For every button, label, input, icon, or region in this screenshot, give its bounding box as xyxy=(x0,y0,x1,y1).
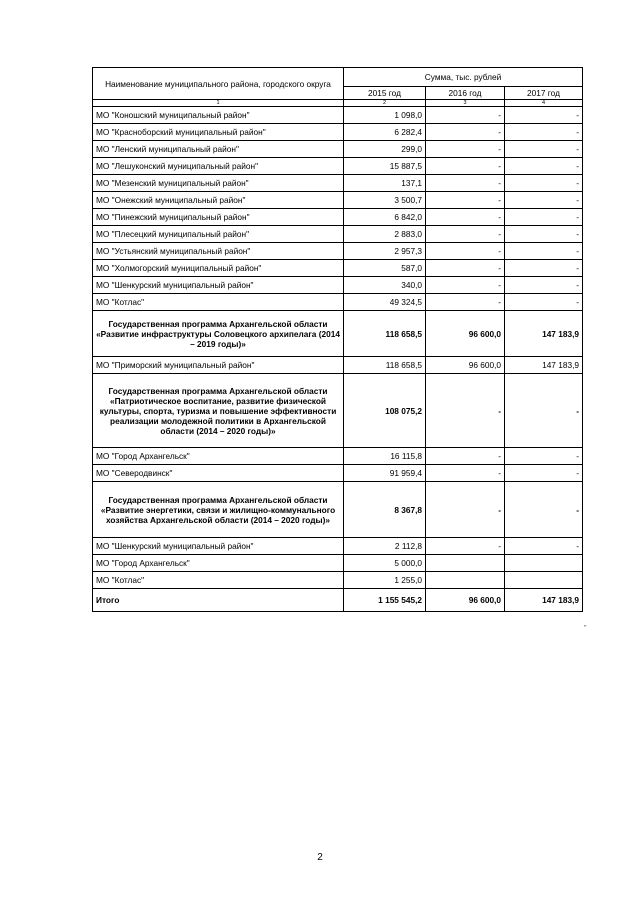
value-2016: - xyxy=(426,374,505,448)
value-2017: - xyxy=(505,448,583,465)
value-2016: 96 600,0 xyxy=(426,357,505,374)
table-row xyxy=(93,175,583,192)
value-2017: - xyxy=(505,209,583,226)
value-2015: 1 098,0 xyxy=(344,107,426,124)
column-index: 4 xyxy=(505,100,583,107)
program-row xyxy=(93,482,583,538)
value-2017: - xyxy=(505,243,583,260)
value-2015: 108 075,2 xyxy=(344,374,426,448)
closing-quote-mark: " xyxy=(584,625,587,632)
header-year-2015: 2015 год xyxy=(344,87,426,100)
value-2015: 2 957,3 xyxy=(344,243,426,260)
value-2015: 118 658,5 xyxy=(344,357,426,374)
district-name: МО "Мезенский муниципальный район" xyxy=(93,175,344,192)
value-2017: - xyxy=(505,260,583,277)
value-2017: - xyxy=(505,374,583,448)
value-2016: - xyxy=(426,175,505,192)
program-row xyxy=(93,311,583,357)
table-row xyxy=(93,243,583,260)
district-name: МО "Город Архангельск" xyxy=(93,555,344,572)
value-2017: - xyxy=(505,175,583,192)
value-2015: 137,1 xyxy=(344,175,426,192)
value-2015: 5 000,0 xyxy=(344,555,426,572)
value-2016: - xyxy=(426,294,505,311)
district-name: МО "Северодвинск" xyxy=(93,465,344,482)
district-name: МО "Устьянский муниципальный район" xyxy=(93,243,344,260)
value-2016: - xyxy=(426,124,505,141)
value-2017: - xyxy=(505,158,583,175)
value-2016 xyxy=(426,555,505,572)
value-2016: - xyxy=(426,538,505,555)
value-2017: - xyxy=(505,124,583,141)
header-row xyxy=(93,68,583,87)
value-2016: - xyxy=(426,209,505,226)
value-2015: 1 255,0 xyxy=(344,572,426,589)
value-2016: - xyxy=(426,107,505,124)
value-2017: - xyxy=(505,141,583,158)
value-2016: - xyxy=(426,226,505,243)
table-row xyxy=(93,465,583,482)
total-2015: 1 155 545,2 xyxy=(344,589,426,612)
district-name: МО "Онежский муниципальный район" xyxy=(93,192,344,209)
value-2016: - xyxy=(426,277,505,294)
value-2015: 6 282,4 xyxy=(344,124,426,141)
table-row xyxy=(93,226,583,243)
value-2016: - xyxy=(426,158,505,175)
table-row xyxy=(93,277,583,294)
district-name: МО "Котлас" xyxy=(93,294,344,311)
table-row xyxy=(93,572,583,589)
district-name: МО "Приморский муниципальный район" xyxy=(93,357,344,374)
column-index: 3 xyxy=(426,100,505,107)
value-2015: 91 959,4 xyxy=(344,465,426,482)
value-2016: - xyxy=(426,192,505,209)
value-2015: 2 883,0 xyxy=(344,226,426,243)
value-2017: 147 183,9 xyxy=(505,311,583,357)
value-2015: 15 887,5 xyxy=(344,158,426,175)
table-row xyxy=(93,448,583,465)
table-row xyxy=(93,209,583,226)
value-2015: 6 842,0 xyxy=(344,209,426,226)
value-2017: - xyxy=(505,192,583,209)
program-row xyxy=(93,374,583,448)
table-row xyxy=(93,124,583,141)
value-2016: 96 600,0 xyxy=(426,311,505,357)
district-name: МО "Пинежский муниципальный район" xyxy=(93,209,344,226)
table-row xyxy=(93,538,583,555)
value-2015: 8 367,8 xyxy=(344,482,426,538)
value-2016: - xyxy=(426,260,505,277)
district-name: МО "Красноборский муниципальный район" xyxy=(93,124,344,141)
page-number: 2 xyxy=(317,852,323,863)
district-name: МО "Лешуконский муниципальный район" xyxy=(93,158,344,175)
value-2017: - xyxy=(505,538,583,555)
value-2017: - xyxy=(505,226,583,243)
value-2016: - xyxy=(426,465,505,482)
total-2017: 147 183,9 xyxy=(505,589,583,612)
district-name: МО "Коношский муниципальный район" xyxy=(93,107,344,124)
table-row xyxy=(93,294,583,311)
header-name-column: Наименование муниципального района, городского округа xyxy=(93,68,344,100)
table-row xyxy=(93,107,583,124)
value-2017: - xyxy=(505,482,583,538)
program-name: Государственная программа Архангельской области «Развитие инфраструктуры Соловецкого архипелага (2014 – 2019 годы)» xyxy=(93,311,344,357)
column-index: 2 xyxy=(344,100,426,107)
table-row xyxy=(93,260,583,277)
value-2015: 299,0 xyxy=(344,141,426,158)
value-2017: - xyxy=(505,294,583,311)
district-name: МО "Город Архангельск" xyxy=(93,448,344,465)
table-row xyxy=(93,192,583,209)
value-2015: 2 112,8 xyxy=(344,538,426,555)
total-row xyxy=(93,589,583,612)
header-year-2016: 2016 год xyxy=(426,87,505,100)
program-name: Государственная программа Архангельской области «Патриотическое воспитание, развитие физической культуры, спорта, туризма и повышение эффективности реализации молодежной политики в Архангельской области (2014 – 2020 годы)» xyxy=(93,374,344,448)
value-2017: - xyxy=(505,465,583,482)
value-2015: 3 500,7 xyxy=(344,192,426,209)
column-index: 1 xyxy=(93,100,344,107)
header-year-2017: 2017 год xyxy=(505,87,583,100)
table-body xyxy=(93,107,583,589)
district-name: МО "Плесецкий муниципальный район" xyxy=(93,226,344,243)
table-row xyxy=(93,141,583,158)
district-name: МО "Шенкурский муниципальный район" xyxy=(93,277,344,294)
district-name: МО "Холмогорский муниципальный район" xyxy=(93,260,344,277)
value-2016: - xyxy=(426,482,505,538)
column-index-row xyxy=(93,100,583,107)
header-sum-column: Сумма, тыс. рублей xyxy=(344,68,583,87)
value-2017 xyxy=(505,572,583,589)
value-2017 xyxy=(505,555,583,572)
total-2016: 96 600,0 xyxy=(426,589,505,612)
value-2015: 118 658,5 xyxy=(344,311,426,357)
value-2015: 340,0 xyxy=(344,277,426,294)
value-2016: - xyxy=(426,448,505,465)
value-2016: - xyxy=(426,243,505,260)
district-name: МО "Котлас" xyxy=(93,572,344,589)
value-2015: 16 115,8 xyxy=(344,448,426,465)
program-name: Государственная программа Архангельской области «Развитие энергетики, связи и жилищно-коммунального хозяйства Архангельской области (2014 – 2020 годы)» xyxy=(93,482,344,538)
value-2017: - xyxy=(505,277,583,294)
district-name: МО "Ленский муниципальный район" xyxy=(93,141,344,158)
table-row xyxy=(93,357,583,374)
value-2016 xyxy=(426,572,505,589)
value-2015: 587,0 xyxy=(344,260,426,277)
district-name: МО "Шенкурский муниципальный район" xyxy=(93,538,344,555)
value-2016: - xyxy=(426,141,505,158)
table-row xyxy=(93,555,583,572)
value-2017: 147 183,9 xyxy=(505,357,583,374)
value-2017: - xyxy=(505,107,583,124)
value-2015: 49 324,5 xyxy=(344,294,426,311)
table-row xyxy=(93,158,583,175)
budget-table xyxy=(92,67,583,612)
total-label: Итого xyxy=(93,589,344,612)
